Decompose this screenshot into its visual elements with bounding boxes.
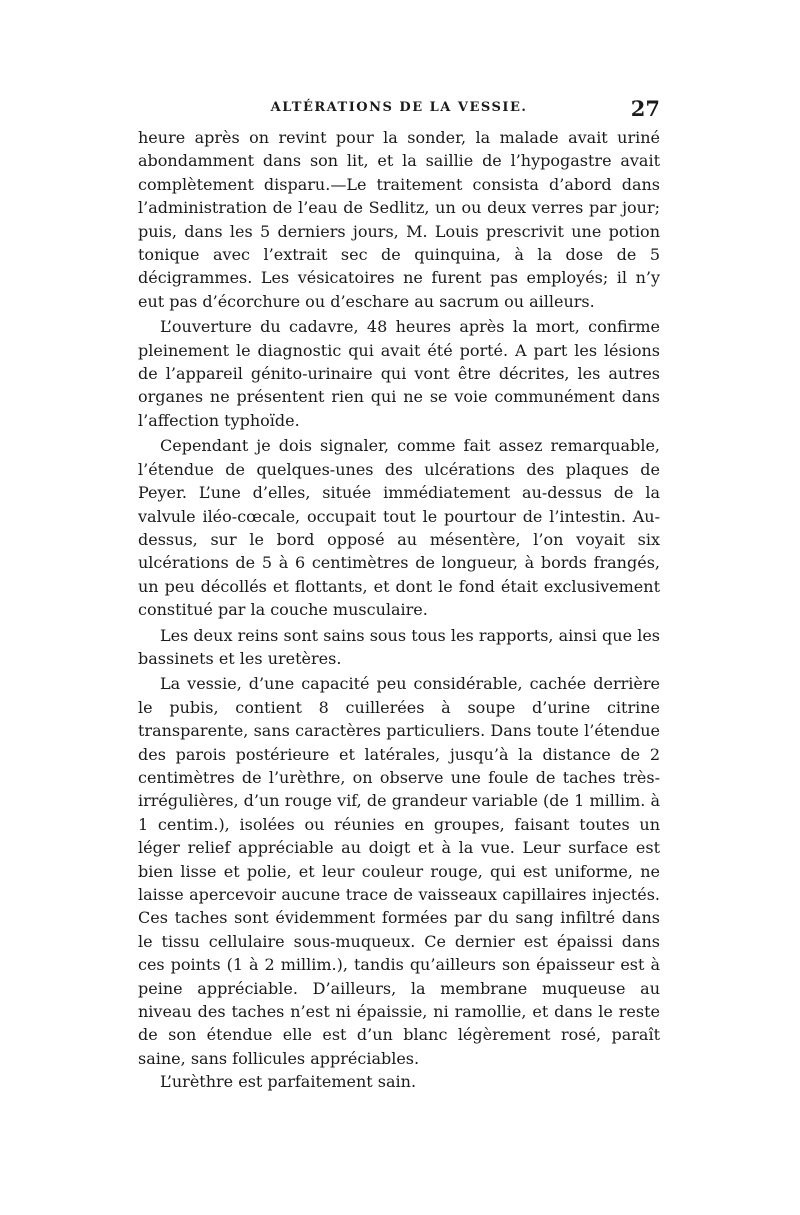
book-page <box>138 96 660 1094</box>
page-number: 27 <box>630 96 660 121</box>
running-header <box>138 96 660 126</box>
paragraph-ulcerations: Cependant je dois signaler, comme fait assez remarquable, l’étendue de quelques-unes des ulcérations des plaques de Peyer. L’une d’elles, située immédiatement au-dessus de la valvule iléo-cœcale, occupait tout le pourtour de l’intestin. Au-dessus, sur le bord opposé au mésentère, l’on voyait six ulcérations de 5 à 6 centimètres de longueur, à bords frangés, un peu décollés et flottants, et dont le fond était exclusivement constitué par la couche musculaire. <box>138 436 660 620</box>
paragraph-bladder: La vessie, d’une capacité peu considérable, cachée derrière le pubis, contient 8 cuillerées à soupe d’urine citrine transparente, sans caractères particuliers. Dans toute l’étendue des parois postérieure et latérales, jusqu’à la distance de 2 centimètres de l’urèthre, on observe une foule de taches très-irrégulières, d’un rouge vif, de grandeur variable (de 1 millim. à 1 centim.), isolées ou réunies en groupes, faisant toutes un léger relief appréciable au doigt et à la vue. Leur surface est bien lisse et polie, et leur couleur rouge, qui est uniforme, ne laisse apercevoir aucune trace de vaisseaux capillaires injectés. Ces taches sont évidemment formées par du sang infiltré dans le tissu cellulaire sous-muqueux. Ce dernier est épaissi dans ces points (1 à 2 millim.), tandis qu’ailleurs son épaisseur est à peine appréciable. D’ailleurs, la membrane muqueuse au niveau des taches n’est ni épaissie, ni ramollie, et dans le reste de son étendue elle est d’un blanc légèrement rosé, paraît saine, sans follicules appréciables. <box>138 674 660 1068</box>
running-title: ALTÉRATIONS DE LA VESSIE. <box>270 100 528 115</box>
paragraph-autopsy: L’ouverture du cadavre, 48 heures après la mort, confirme pleinement le diagnostic qui avait été porté. A part les lésions de l’appareil génito-urinaire qui vont être décrites, les autres organes ne présentent rien qui ne se voie communément dans l’affection typhoïde. <box>138 317 660 430</box>
paragraph-kidneys: Les deux reins sont sains sous tous les rapports, ainsi que les bassinets et les uretères. <box>138 625 660 668</box>
body-text <box>138 126 660 1094</box>
paragraph-urethra: L’urèthre est parfaitement sain. <box>160 1072 417 1092</box>
paragraph-case-continuation: heure après on revint pour la sonder, la malade avait uriné abondamment dans son lit, et la saillie de l’hypogastre avait complètement disparu.—Le traitement consista d’abord dans l’administration de l’eau de Sedlitz, un ou deux verres par jour; puis, dans les 5 derniers jours, M. Louis prescrivit une potion tonique avec l’extrait sec de quinquina, à la dose de 5 décigrammes. Les vésicatoires ne furent pas employés; il n’y eut pas d’écorchure ou d’eschare au sacrum ou ailleurs. <box>138 128 660 311</box>
